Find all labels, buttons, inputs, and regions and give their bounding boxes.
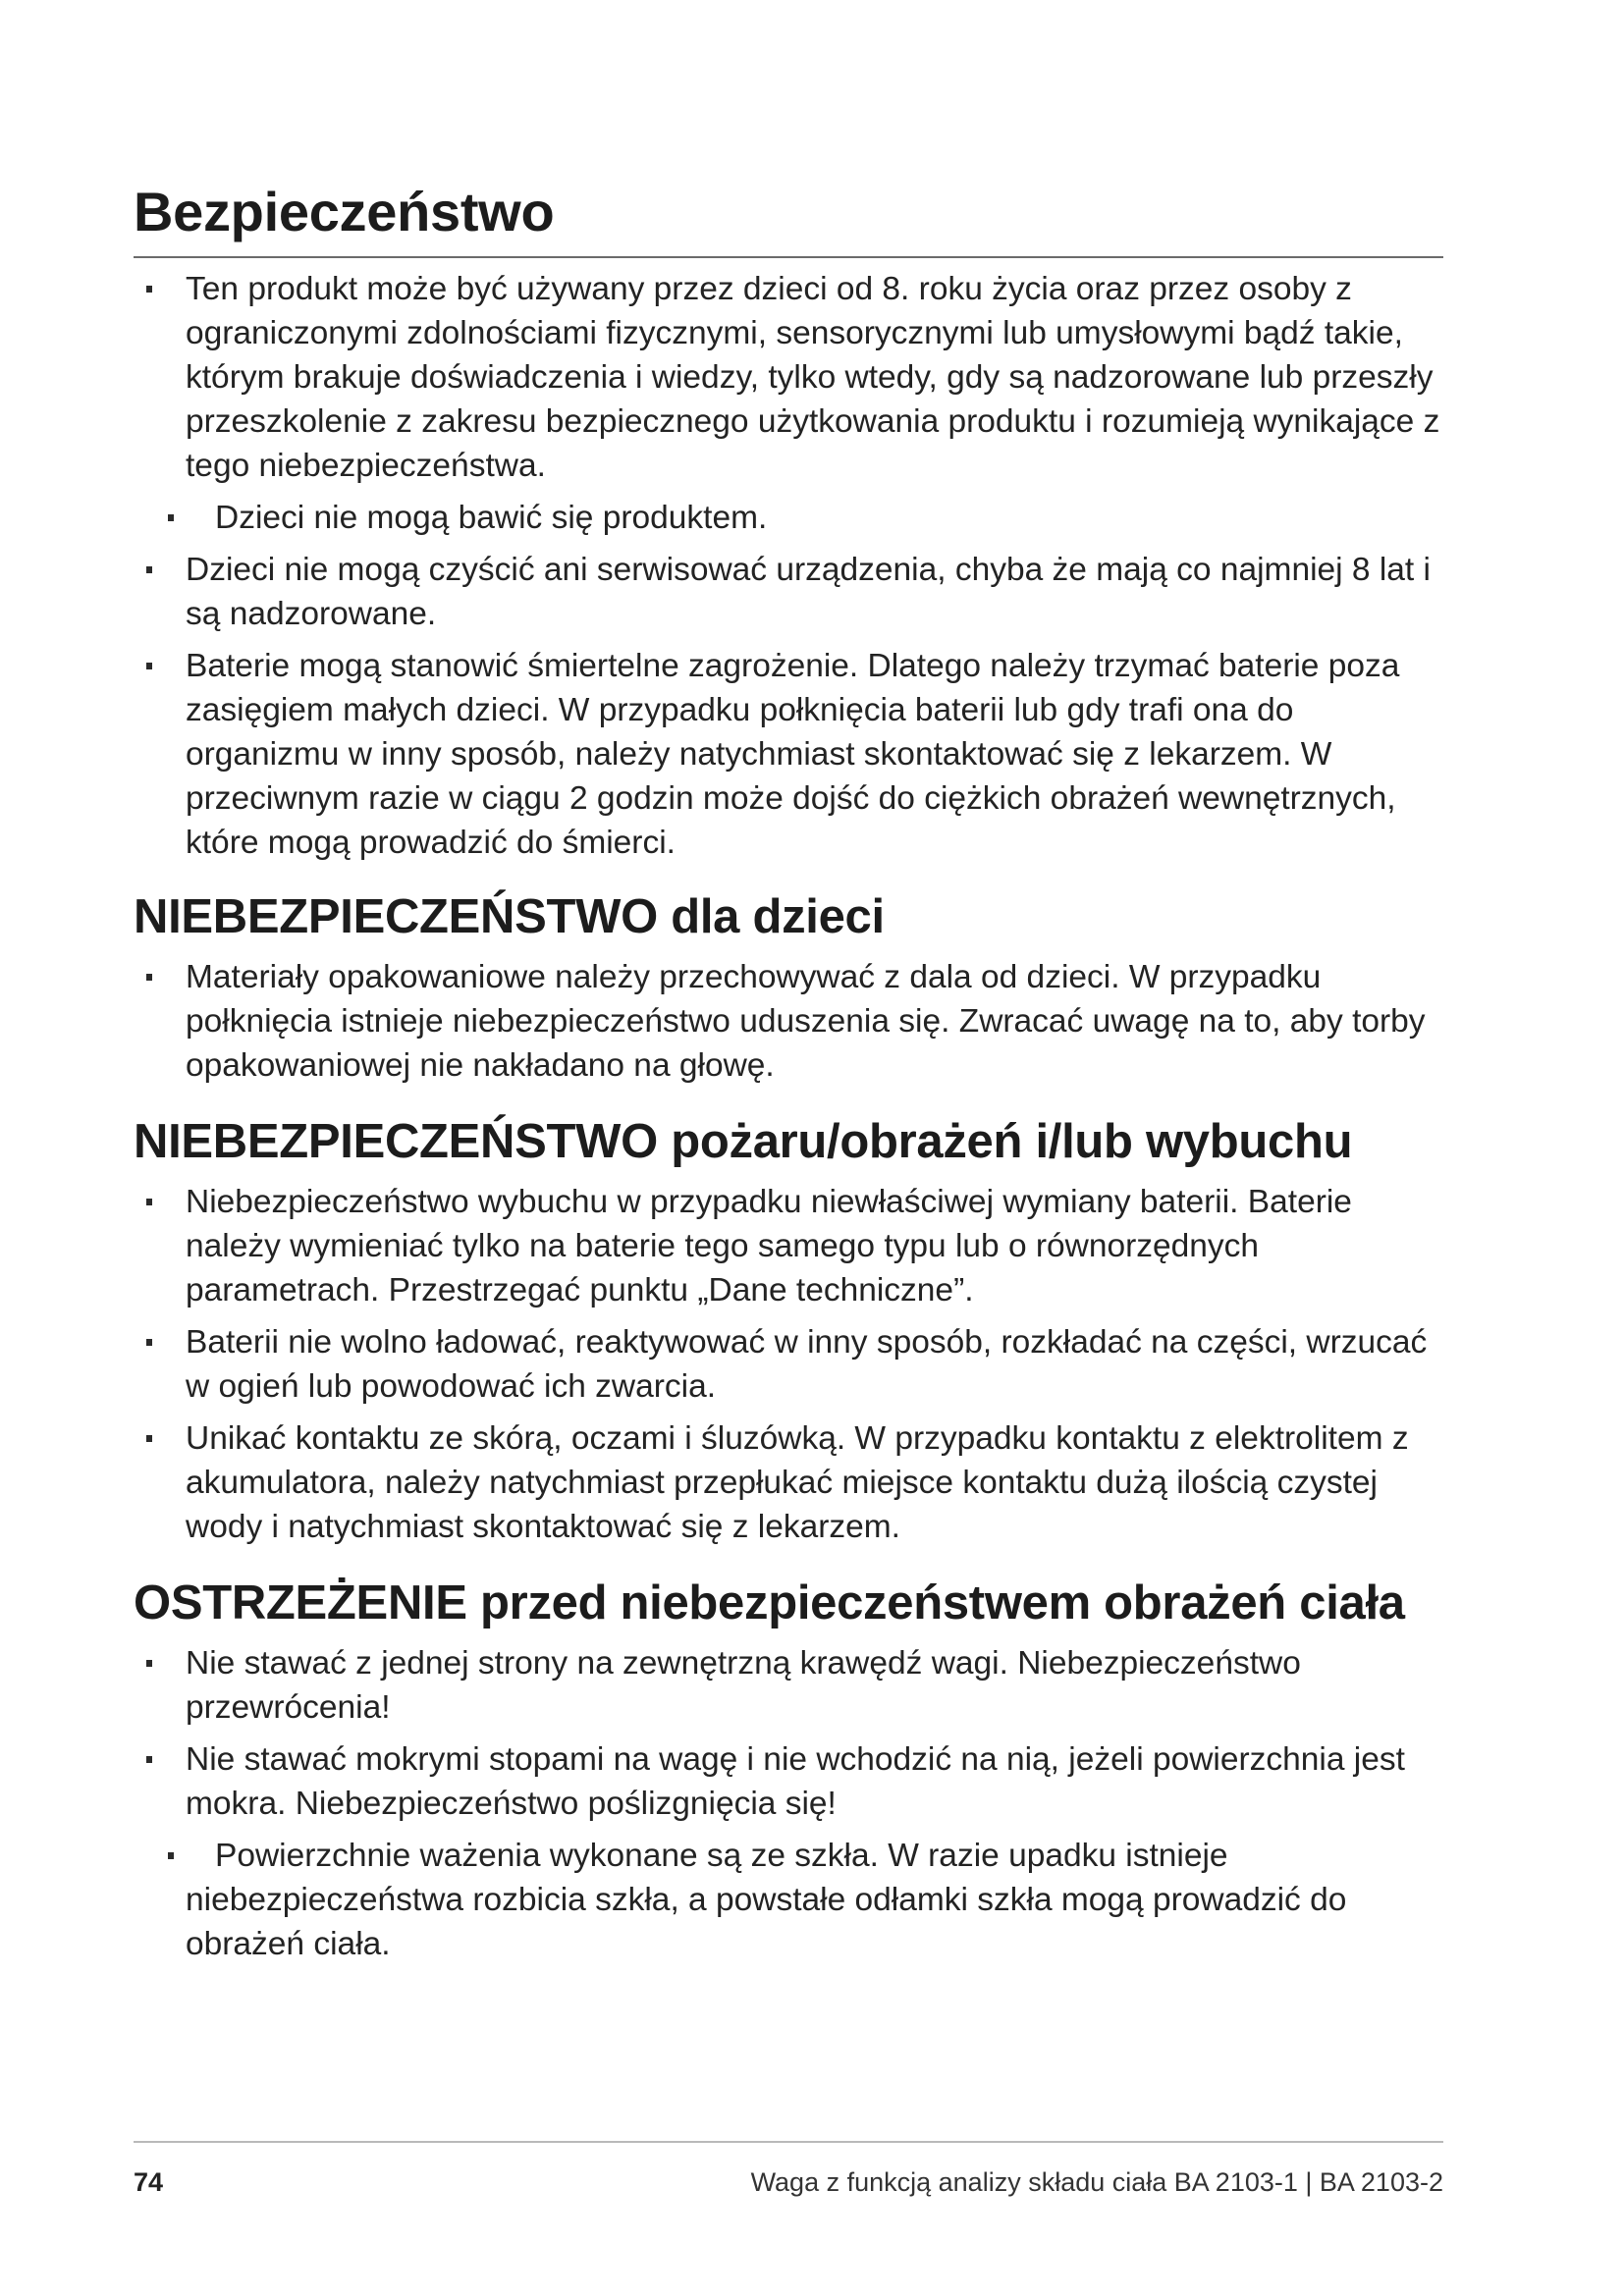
bullet-icon	[146, 974, 152, 981]
bullet-icon	[146, 1435, 152, 1442]
manual-page	[134, 0, 1443, 2296]
bullet-icon	[146, 663, 152, 669]
section-heading-children-danger: NIEBEZPIECZEŃSTWO dla dzieci	[134, 890, 885, 943]
list-item: Unikać kontaktu ze skórą, oczami i śluzówką. W przypadku kontaktu z elektrolitem z akumulatora, należy natychmiast przepłukać miejsce kontaktu dużą ilością czystej wody i natychmiast skontaktować się z lekarzem.	[134, 1416, 1443, 1549]
list-item: Nie stawać z jednej strony na zewnętrzną krawędź wagi. Niebezpieczeństwo przewrócenia!	[134, 1641, 1443, 1730]
safety-list	[134, 267, 1443, 865]
list-item: Ten produkt może być używany przez dzieci od 8. roku życia oraz przez osoby z ograniczonymi zdolnościami fizycznymi, sensorycznymi lub umysłowymi bądź takie, którym brakuje doświadczenia i wiedzy, tylko wtedy, gdy są nadzorowane lub przeszły przeszkolenie z zakresu bezpiecznego użytkowania produktu i rozumieją wynikające z tego niebezpieczeństwa.	[134, 267, 1443, 488]
fire-danger-list	[134, 1180, 1443, 1549]
list-item: Dzieci nie mogą czyścić ani serwisować urządzenia, chyba że mają co najmniej 8 lat i są nadzorowane.	[134, 548, 1443, 636]
bullet-icon	[168, 514, 174, 521]
list-item: Baterii nie wolno ładować, reaktywować w inny sposób, rozkładać na części, wrzucać w ogień lub powodować ich zwarcia.	[134, 1320, 1443, 1409]
bullet-icon	[146, 1339, 152, 1346]
footer-divider	[134, 2141, 1443, 2143]
section-heading-fire-danger: NIEBEZPIECZEŃSTWO pożaru/obrażeń i/lub wybuchu	[134, 1115, 1353, 1168]
bullet-icon	[146, 566, 152, 573]
list-item: Nie stawać mokrymi stopami na wagę i nie wchodzić na nią, jeżeli powierzchnia jest mokra. Niebezpieczeństwo poślizgnięcia się!	[134, 1737, 1443, 1826]
list-item: Baterie mogą stanowić śmiertelne zagrożenie. Dlatego należy trzymać baterie poza zasięgiem małych dzieci. W przypadku połknięcia baterii lub gdy trafi ona do organizmu w inny sposób, należy natychmiast skontaktować się z lekarzem. W przeciwnym razie w ciągu 2 godzin może dojść do ciężkich obrażeń wewnętrznych, które mogą prowadzić do śmierci.	[134, 644, 1443, 865]
list-item: Niebezpieczeństwo wybuchu w przypadku niewłaściwej wymiany baterii. Baterie należy wymieniać tylko na baterie tego samego typu lub o równorzędnych parametrach. Przestrzegać punktu „Dane techniczne”.	[134, 1180, 1443, 1312]
list-item: Dzieci nie mogą bawić się produktem.	[134, 496, 1443, 540]
bullet-icon	[168, 1852, 174, 1859]
footer-product-name: Waga z funkcją analizy składu ciała BA 2103-1 | BA 2103-2	[750, 2167, 1443, 2197]
bullet-icon	[146, 1199, 152, 1205]
bullet-icon	[146, 1756, 152, 1763]
section-heading-injury-warning: OSTRZEŻENIE przed niebezpieczeństwem obrażeń ciała	[134, 1576, 1405, 1629]
page-title: Bezpieczeństwo	[134, 181, 555, 242]
list-item: Materiały opakowaniowe należy przechowywać z dala od dzieci. W przypadku połknięcia istnieje niebezpieczeństwo uduszenia się. Zwracać uwagę na to, aby torby opakowaniowej nie nakładano na głowę.	[134, 955, 1443, 1088]
page-number: 74	[134, 2167, 164, 2197]
title-underline	[134, 256, 1443, 258]
list-item: Powierzchnie ważenia wykonane są ze szkła. W razie upadku istnieje niebezpieczeństwa rozbicia szkła, a powstałe odłamki szkła mogą prowadzić do obrażeń ciała.	[134, 1834, 1443, 1966]
injury-warning-list	[134, 1641, 1443, 1966]
bullet-icon	[146, 1660, 152, 1667]
page-content	[134, 267, 1443, 1974]
bullet-icon	[146, 286, 152, 293]
children-danger-list	[134, 955, 1443, 1088]
